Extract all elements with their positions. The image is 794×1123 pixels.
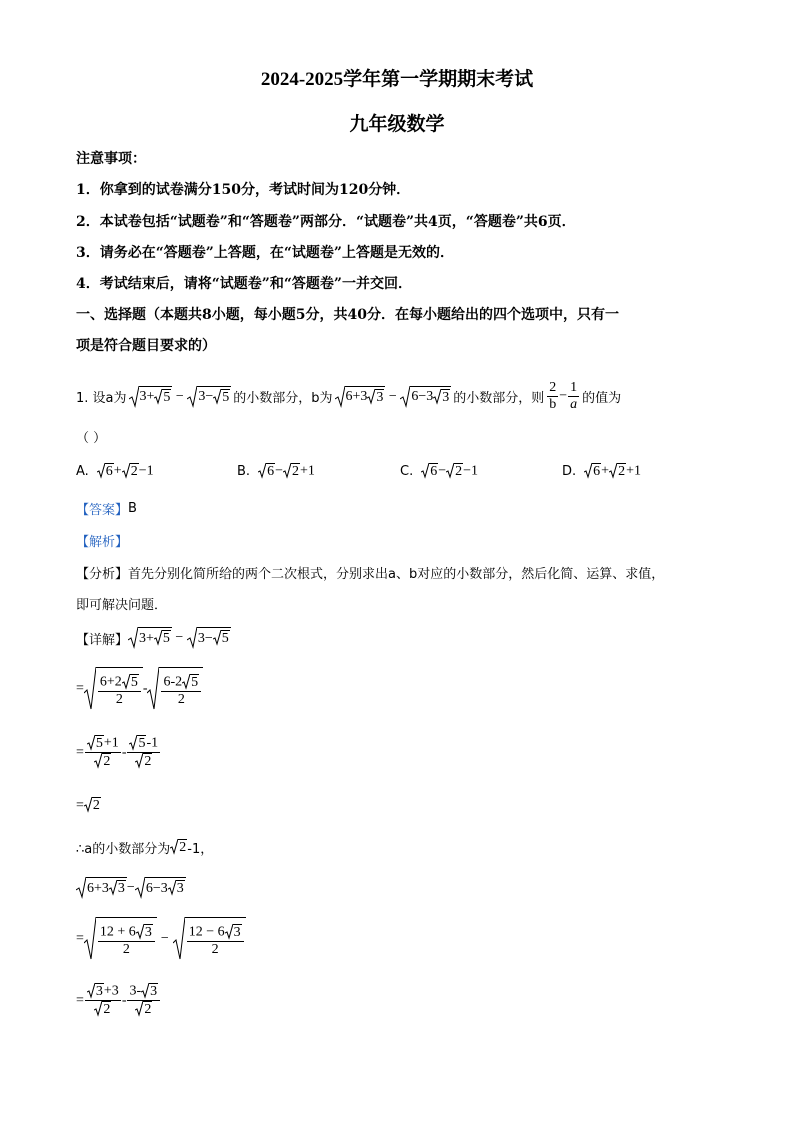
question-mid1: 的小数部分，b为 [233, 391, 333, 406]
option-c[interactable] [400, 463, 478, 480]
fenxi-line2: 即可解决问题． [76, 598, 168, 613]
analysis-label: 【解析】 [76, 535, 129, 550]
option-d[interactable] [562, 463, 641, 480]
fenxi-text: 首先分别化简所给的两个二次根式，分别求出a、b对应的小数部分，然后化简、运算、求值， [128, 567, 665, 582]
derivation-step-b0: 6+3 3 − 6−3 3 [76, 877, 186, 899]
section-heading-line2: 项是符合题目要求的） [76, 338, 216, 354]
derivation-step-a1: = 6+2 5 2 - 6-2 5 2 [76, 667, 203, 711]
detail-label: 【详解】 [76, 632, 129, 648]
derivation-step-b2: = 3 +3 2 - 3- 3 2 [76, 983, 161, 1018]
option-a[interactable] [76, 463, 154, 480]
question-paren: （ ） [76, 431, 107, 446]
derivation-step-a3: = 2 [76, 797, 100, 813]
section-heading-line1: 一、选择题（本题共8小题，每小题5分，共40分．在每小题给出的四个选项中，只有一 [76, 307, 619, 323]
expr-target: $\frac{2}{b}$ − $\frac{1}{a}$ [549, 380, 578, 412]
note-item-1: 1．你拿到的试卷满分150分，考试时间为120分钟． [76, 182, 411, 198]
note-item-2: 2．本试卷包括“试题卷”和“答题卷”两部分．“试题卷”共4页，“答题卷”共6页． [76, 214, 576, 230]
option-letter: D. [562, 464, 577, 479]
expr-a: 3+ 5 − 3− 5 [129, 386, 232, 408]
question-prefix: 1. 设a为 [76, 391, 127, 406]
option-b[interactable] [237, 463, 315, 480]
detail-expr-a: 3+ 5 − 3− 5 [128, 627, 231, 649]
a-part-prefix: ∴a的小数部分为 [76, 842, 171, 857]
option-expr: 6 − 2 +1 [258, 463, 315, 480]
answer-label: 【答案】 [76, 503, 129, 518]
answer-value: B [128, 501, 137, 516]
option-letter: A. [76, 464, 89, 479]
option-expr: 6 + 2 −1 [97, 463, 154, 480]
question-end: 的值为 [582, 391, 622, 406]
notes-heading: 注意事项： [76, 151, 146, 167]
derivation-step-a2: = 5 +1 2 - 5 -1 2 [76, 735, 159, 769]
option-expr: 6 − 2 −1 [421, 463, 478, 480]
question-mid2: 的小数部分，则 [453, 391, 545, 406]
page-title: 2024-2025学年第一学期期末考试 [260, 69, 534, 90]
a-part-suffix: -1， [187, 842, 214, 857]
option-expr: 6 + 2 +1 [584, 463, 641, 480]
note-item-4: 4．考试结束后，请将“试题卷”和“答题卷”一并交回． [76, 276, 412, 292]
a-fraction-part: ∴a的小数部分为 2 -1， [76, 840, 214, 857]
option-letter: B. [237, 464, 251, 479]
option-letter: C. [400, 464, 414, 479]
page-subtitle: 九年级数学 [349, 114, 445, 135]
fenxi-label: 【分析】 [76, 567, 129, 582]
derivation-step-b1: = 12 + 6 3 2 − 12 − 6 3 2 [76, 917, 246, 961]
question-1-stem [76, 380, 621, 413]
fenxi-line1 [76, 563, 664, 582]
detail-line [76, 627, 231, 649]
answer-line [76, 499, 137, 518]
note-item-3: 3．请务必在“答题卷”上答题，在“试题卷”上答题是无效的． [76, 245, 454, 261]
expr-b: 6+3 3 − 6−3 3 [335, 386, 452, 408]
